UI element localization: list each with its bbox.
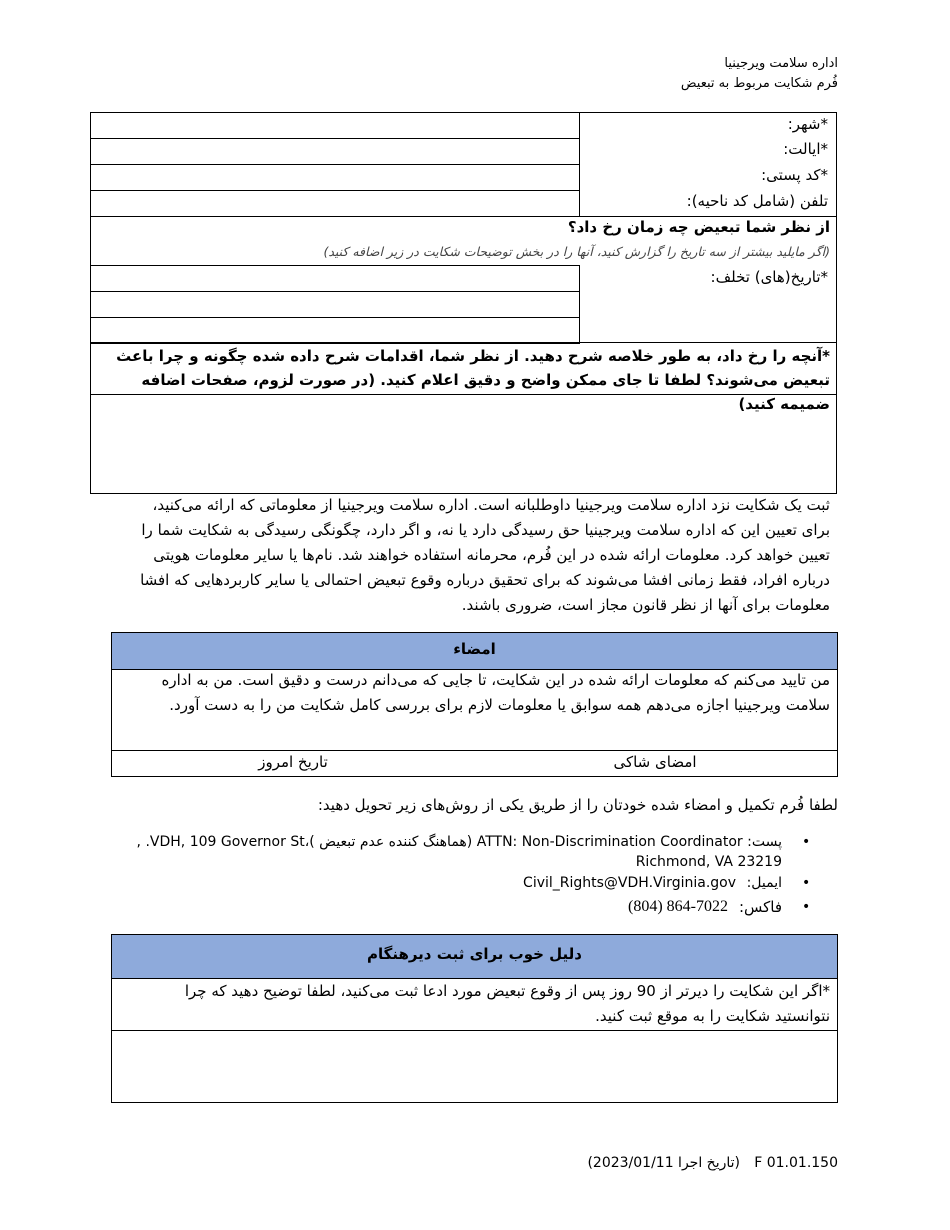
description-prompt: *آنچه را رخ داد، به طور خلاصه شرح دهید. از نظر شما، اقدامات شرح داده شده چگونه و چرا باعث تبعیض می‌شوند؟ لطفا تا جای ممکن واضح و دقیق اعلام کنید. (در صورت لزوم، صفحات اضافه ضمیمه کنید) [116,347,830,413]
zip-field[interactable] [90,164,580,191]
date-field-1[interactable] [90,265,580,292]
phone-field[interactable] [90,190,580,217]
bullet-fax: • [802,899,811,915]
fax-number: (804) 864-7022 [628,898,728,915]
mail-address-line1: پست: ATTN: Non-Discrimination Coordinator (هماهنگ کننده عدم تبعیض )،VDH, 109 Governor St. , [136,834,782,850]
signer-label: امضای شاکی [613,753,697,771]
description-field[interactable] [90,394,837,494]
zip-label: *کد پستی: [761,166,828,184]
state-label: *ایالت: [783,140,828,158]
late-filing-prompt: *اگر این شکایت را دیرتر از 90 روز پس از وقوع تبعیض مورد ادعا ثبت می‌کنید، لطفا توضیح دهید که چرا نتوانستید شکایت را به موقع ثبت کنید. [184,982,830,1025]
mail-address-line2: Richmond, VA 23219 [635,854,782,870]
when-hint: (اگر مایلید بیشتر از سه تاریخ را گزارش کنید، آنها را در بخش توضیحات شکایت در زیر اضافه کنید) [323,244,830,259]
email-label: ایمیل: [746,875,782,891]
phone-label: تلفن (شامل کد ناحیه): [686,192,828,210]
privacy-notice: ثبت یک شکایت نزد اداره سلامت ویرجینیا داوطلبانه است. اداره سلامت ویرجینیا از معلوماتی که ارائه می‌کنید، برای تعیین این که اداره سلامت ویرجینیا حق رسیدگی دارد یا نه، و اگر دارد، چگونگی رسیدگی به شکایت شما را تعیین خواهد کرد. معلومات ارائه شده در این فُرم، محرمانه استفاده خواهند شد. نام‌ها یا سایر معلومات هویتی درباره افراد، فقط زمانی افشا می‌شوند که برای تحقیق درباره وقوع تبعیض احتمالی یا سایر کاربردهایی که افشا معلومات برای آنها از نظر قانون مجاز است، ضروری باشند. [140,496,830,614]
city-field[interactable] [90,112,580,139]
date-field-3[interactable] [90,317,580,344]
state-field[interactable] [90,138,580,165]
date-today-label: تاریخ امروز [258,753,328,771]
effective-date: (تاریخ اجرا 2023/01/11) [587,1155,740,1171]
signature-statement: من تایید می‌کنم که معلومات ارائه شده در این شکایت، تا جایی که می‌دانم درست و دقیق است. من به اداره سلامت ویرجینیا اجازه می‌دهم همه سوابق یا معلومات لازم برای بررسی کامل شکایت من را به دست آورد. [161,671,830,714]
fax-label: فاکس: [738,898,782,916]
bullet-mail: • [802,834,811,850]
late-filing-heading: دلیل خوب برای ثبت دیرهنگام [366,945,583,963]
late-filing-field[interactable] [111,1030,838,1103]
form-title: فُرم شکایت مربوط به تبعیض [680,76,838,91]
date-field-2[interactable] [90,291,580,318]
when-question: از نظر شما تبعیض چه زمان رخ داد؟ [567,218,830,236]
agency-name: اداره سلامت ویرجینیا [724,56,838,71]
form-code: F 01.01.150 [754,1155,838,1171]
city-label: *شهر: [787,115,828,133]
delivery-intro: لطفا فُرم تکمیل و امضاء شده خودتان را از طریق یکی از روش‌های زیر تحویل دهید: [317,796,838,814]
dates-label: *تاریخ(های) تخلف: [710,268,828,286]
bullet-email: • [802,875,811,891]
signature-heading: امضاء [453,640,496,658]
email-link[interactable]: Civil_Rights@VDH.Virginia.gov [523,875,736,891]
